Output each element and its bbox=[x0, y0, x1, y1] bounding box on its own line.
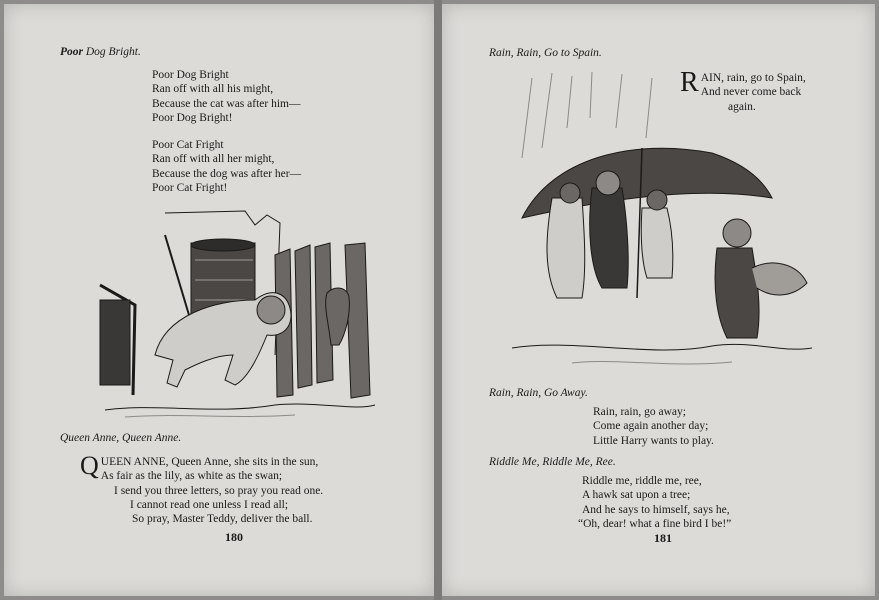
poem-title-rain-go-away: Rain, Rain, Go Away. bbox=[489, 387, 588, 399]
stanza-rain-go-to-spain: RAIN, rain, go to Spain, And never come back again. bbox=[680, 67, 806, 113]
page-number-left: 180 bbox=[225, 530, 243, 544]
poem-title-queen-anne: Queen Anne, Queen Anne. bbox=[60, 432, 182, 444]
stanza-riddle-me: Riddle me, riddle me, ree, A hawk sat upon a tree; And he says to himself, says he, “Oh, dear! what a fine bird I be!” bbox=[578, 475, 732, 530]
book-gutter bbox=[434, 0, 442, 600]
dropcap-r: R bbox=[680, 67, 699, 98]
dropcap-q: Q bbox=[80, 451, 99, 480]
poem-title-poor-dog-bright: Poor Dog Bright. bbox=[60, 46, 141, 58]
stanza-poor-cat-fright: Poor Cat Fright Ran off with all her might, Because the dog was after her— Poor Cat Fright! bbox=[152, 139, 302, 194]
stanza-queen-anne: QUEEN ANNE, Queen Anne, she sits in the sun, As fair as the lily, as white as the swan; I send you three letters, so pray you read one. I cannot read one unless I read all; So pray, Master Teddy, deliver the ball. bbox=[80, 451, 324, 526]
stanza-poor-dog-bright: Poor Dog Bright Ran off with all his might, Because the cat was after him— Poor Dog Bright! bbox=[152, 69, 301, 124]
poem-title-riddle-me: Riddle Me, Riddle Me, Ree. bbox=[489, 456, 616, 468]
dog-and-cat-illustration bbox=[95, 205, 380, 423]
poem-title-rain-go-to-spain: Rain, Rain, Go to Spain. bbox=[489, 47, 602, 59]
children-under-umbrella-illustration bbox=[512, 68, 812, 378]
stanza-rain-go-away: Rain, rain, go away; Come again another day; Little Harry wants to play. bbox=[593, 406, 714, 447]
page-number-right: 181 bbox=[654, 531, 672, 545]
